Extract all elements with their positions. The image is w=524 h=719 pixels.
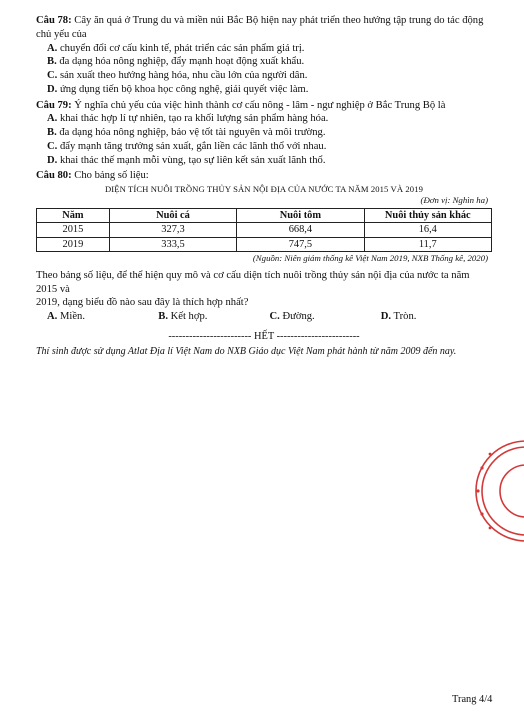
table-cell: 747,5 — [237, 237, 364, 252]
option-letter: A. — [47, 311, 58, 323]
option-letter: C. — [47, 140, 58, 152]
page-number: Trang 4/4 — [452, 694, 493, 705]
table-cell: 2019 — [37, 237, 110, 252]
table-header-cell: Nuôi tôm — [237, 208, 364, 223]
seal-stamp-graphic — [468, 436, 524, 546]
option-text: sản xuất theo hướng hàng hóa, nhu cầu lớn của người dân. — [57, 70, 308, 82]
table-cell: 11,7 — [364, 237, 491, 252]
table-cell: 668,4 — [237, 223, 364, 238]
question-78-option-c — [47, 69, 492, 83]
question-79-stem — [36, 99, 492, 113]
option-text: khai thác hợp lí tự nhiên, tạo ra khối lượng sản phẩm hàng hóa. — [57, 113, 329, 125]
option-letter: A. — [47, 42, 58, 54]
seal-stamp-icon — [468, 436, 524, 546]
table-unit-note: (Đơn vị: Nghìn ha) — [420, 195, 488, 206]
question-79-label: Câu 79: — [36, 99, 72, 111]
data-table — [36, 208, 492, 253]
option-text: chuyển đổi cơ cấu kinh tế, phát triển các sản phẩm giá trị. — [57, 42, 305, 54]
option-letter: C. — [47, 70, 58, 82]
option-text: đẩy mạnh tăng trưởng sản xuất, gắn liền các lãnh thổ với nhau. — [57, 140, 327, 152]
table-header-cell: Nuôi thủy sản khác — [364, 208, 491, 223]
table-title: DIỆN TÍCH NUÔI TRỒNG THỦY SẢN NỘI ĐỊA CỦA NƯỚC TA NĂM 2015 VÀ 2019 — [105, 184, 423, 195]
question-78-label: Câu 78: — [36, 15, 72, 26]
question-78-text-line1: Cây ăn quả ở Trung du và miền núi Bắc Bộ hiện nay phát triển theo hướng tập trung do tác động — [71, 15, 484, 26]
question-80-intro: Cho bảng số liệu: — [71, 170, 149, 182]
table-cell: 333,5 — [109, 237, 236, 252]
question-80-label: Câu 80: — [36, 170, 72, 182]
footer-note: Thí sinh được sử dụng Atlat Địa lí Việt Nam do NXB Giáo dục Việt Nam phát hành từ năm 2009 đến nay. — [36, 346, 457, 358]
table-row — [37, 237, 492, 252]
option-text: Miền. — [57, 311, 85, 323]
option-text: ứng dụng tiến bộ khoa học công nghệ, giải quyết việc làm. — [57, 83, 309, 95]
option-text: đa dạng hóa nông nghiệp, bảo vệ tốt tài nguyên và môi trường. — [56, 127, 326, 139]
question-80-stem — [36, 169, 492, 183]
question-78-option-d — [47, 83, 492, 97]
option-letter: D. — [380, 311, 392, 323]
option-letter: B. — [47, 127, 57, 139]
option-letter: B. — [158, 311, 168, 323]
question-80-option-c — [270, 310, 381, 324]
table-cell: 327,3 — [109, 223, 236, 238]
option-letter: D. — [47, 154, 58, 166]
question-79-option-d — [47, 154, 492, 168]
question-80-option-b — [158, 310, 269, 324]
option-letter: C. — [269, 311, 280, 323]
option-letter: D. — [47, 83, 58, 95]
question-78-option-b — [47, 55, 492, 69]
table-source-note: (Nguồn: Niên giám thống kê Việt Nam 2019, NXB Thống kê, 2020) — [252, 253, 488, 264]
question-80-answers — [47, 310, 492, 324]
question-78-option-a — [47, 42, 492, 56]
question-79-option-c — [47, 140, 492, 154]
option-text: khai thác thế mạnh mỗi vùng, tạo sự liên kết sản xuất lãnh thổ. — [57, 154, 326, 166]
question-79 — [36, 99, 492, 168]
option-text: Kết hợp. — [167, 311, 208, 323]
table-header-row — [37, 208, 492, 223]
question-79-text-line1: Ý nghĩa chủ yếu của việc hình thành cơ cấu nông - lâm - ngư nghiệp ở Bắc Trung Bộ là — [71, 99, 446, 111]
question-79-option-a — [47, 112, 492, 126]
table-row — [37, 223, 492, 238]
option-text: Đường. — [279, 311, 315, 323]
question-78-stem — [36, 14, 492, 28]
question-78 — [36, 14, 492, 97]
table-cell: 16,4 — [364, 223, 491, 238]
table-header-cell: Năm — [37, 208, 110, 223]
option-text: đa dạng hóa nông nghiệp, đẩy mạnh hoạt động xuất khẩu. — [56, 56, 305, 68]
question-80-text-line1: Theo bảng số liệu, để thể hiện quy mô và cơ cấu diện tích nuôi trồng thủy sản nội địa của nước ta năm 2015 và — [36, 269, 470, 295]
question-80 — [36, 169, 492, 323]
table-cell: 2015 — [37, 223, 110, 238]
table-header-cell: Nuôi cá — [109, 208, 236, 223]
question-80-option-d — [381, 310, 492, 324]
exam-content — [36, 14, 492, 358]
question-79-option-b — [47, 126, 492, 140]
question-78-text-line2: chủ yếu của — [36, 28, 87, 40]
question-80-text-line2: 2019, dạng biểu đồ nào sau đây là thích hợp nhất? — [36, 297, 249, 309]
end-marker: ------------------------ HẾT ------------------------ — [168, 330, 360, 342]
option-text: Tròn. — [391, 311, 417, 323]
question-80-option-a — [47, 310, 158, 324]
option-letter: A. — [47, 113, 58, 125]
option-letter: B. — [47, 56, 57, 68]
